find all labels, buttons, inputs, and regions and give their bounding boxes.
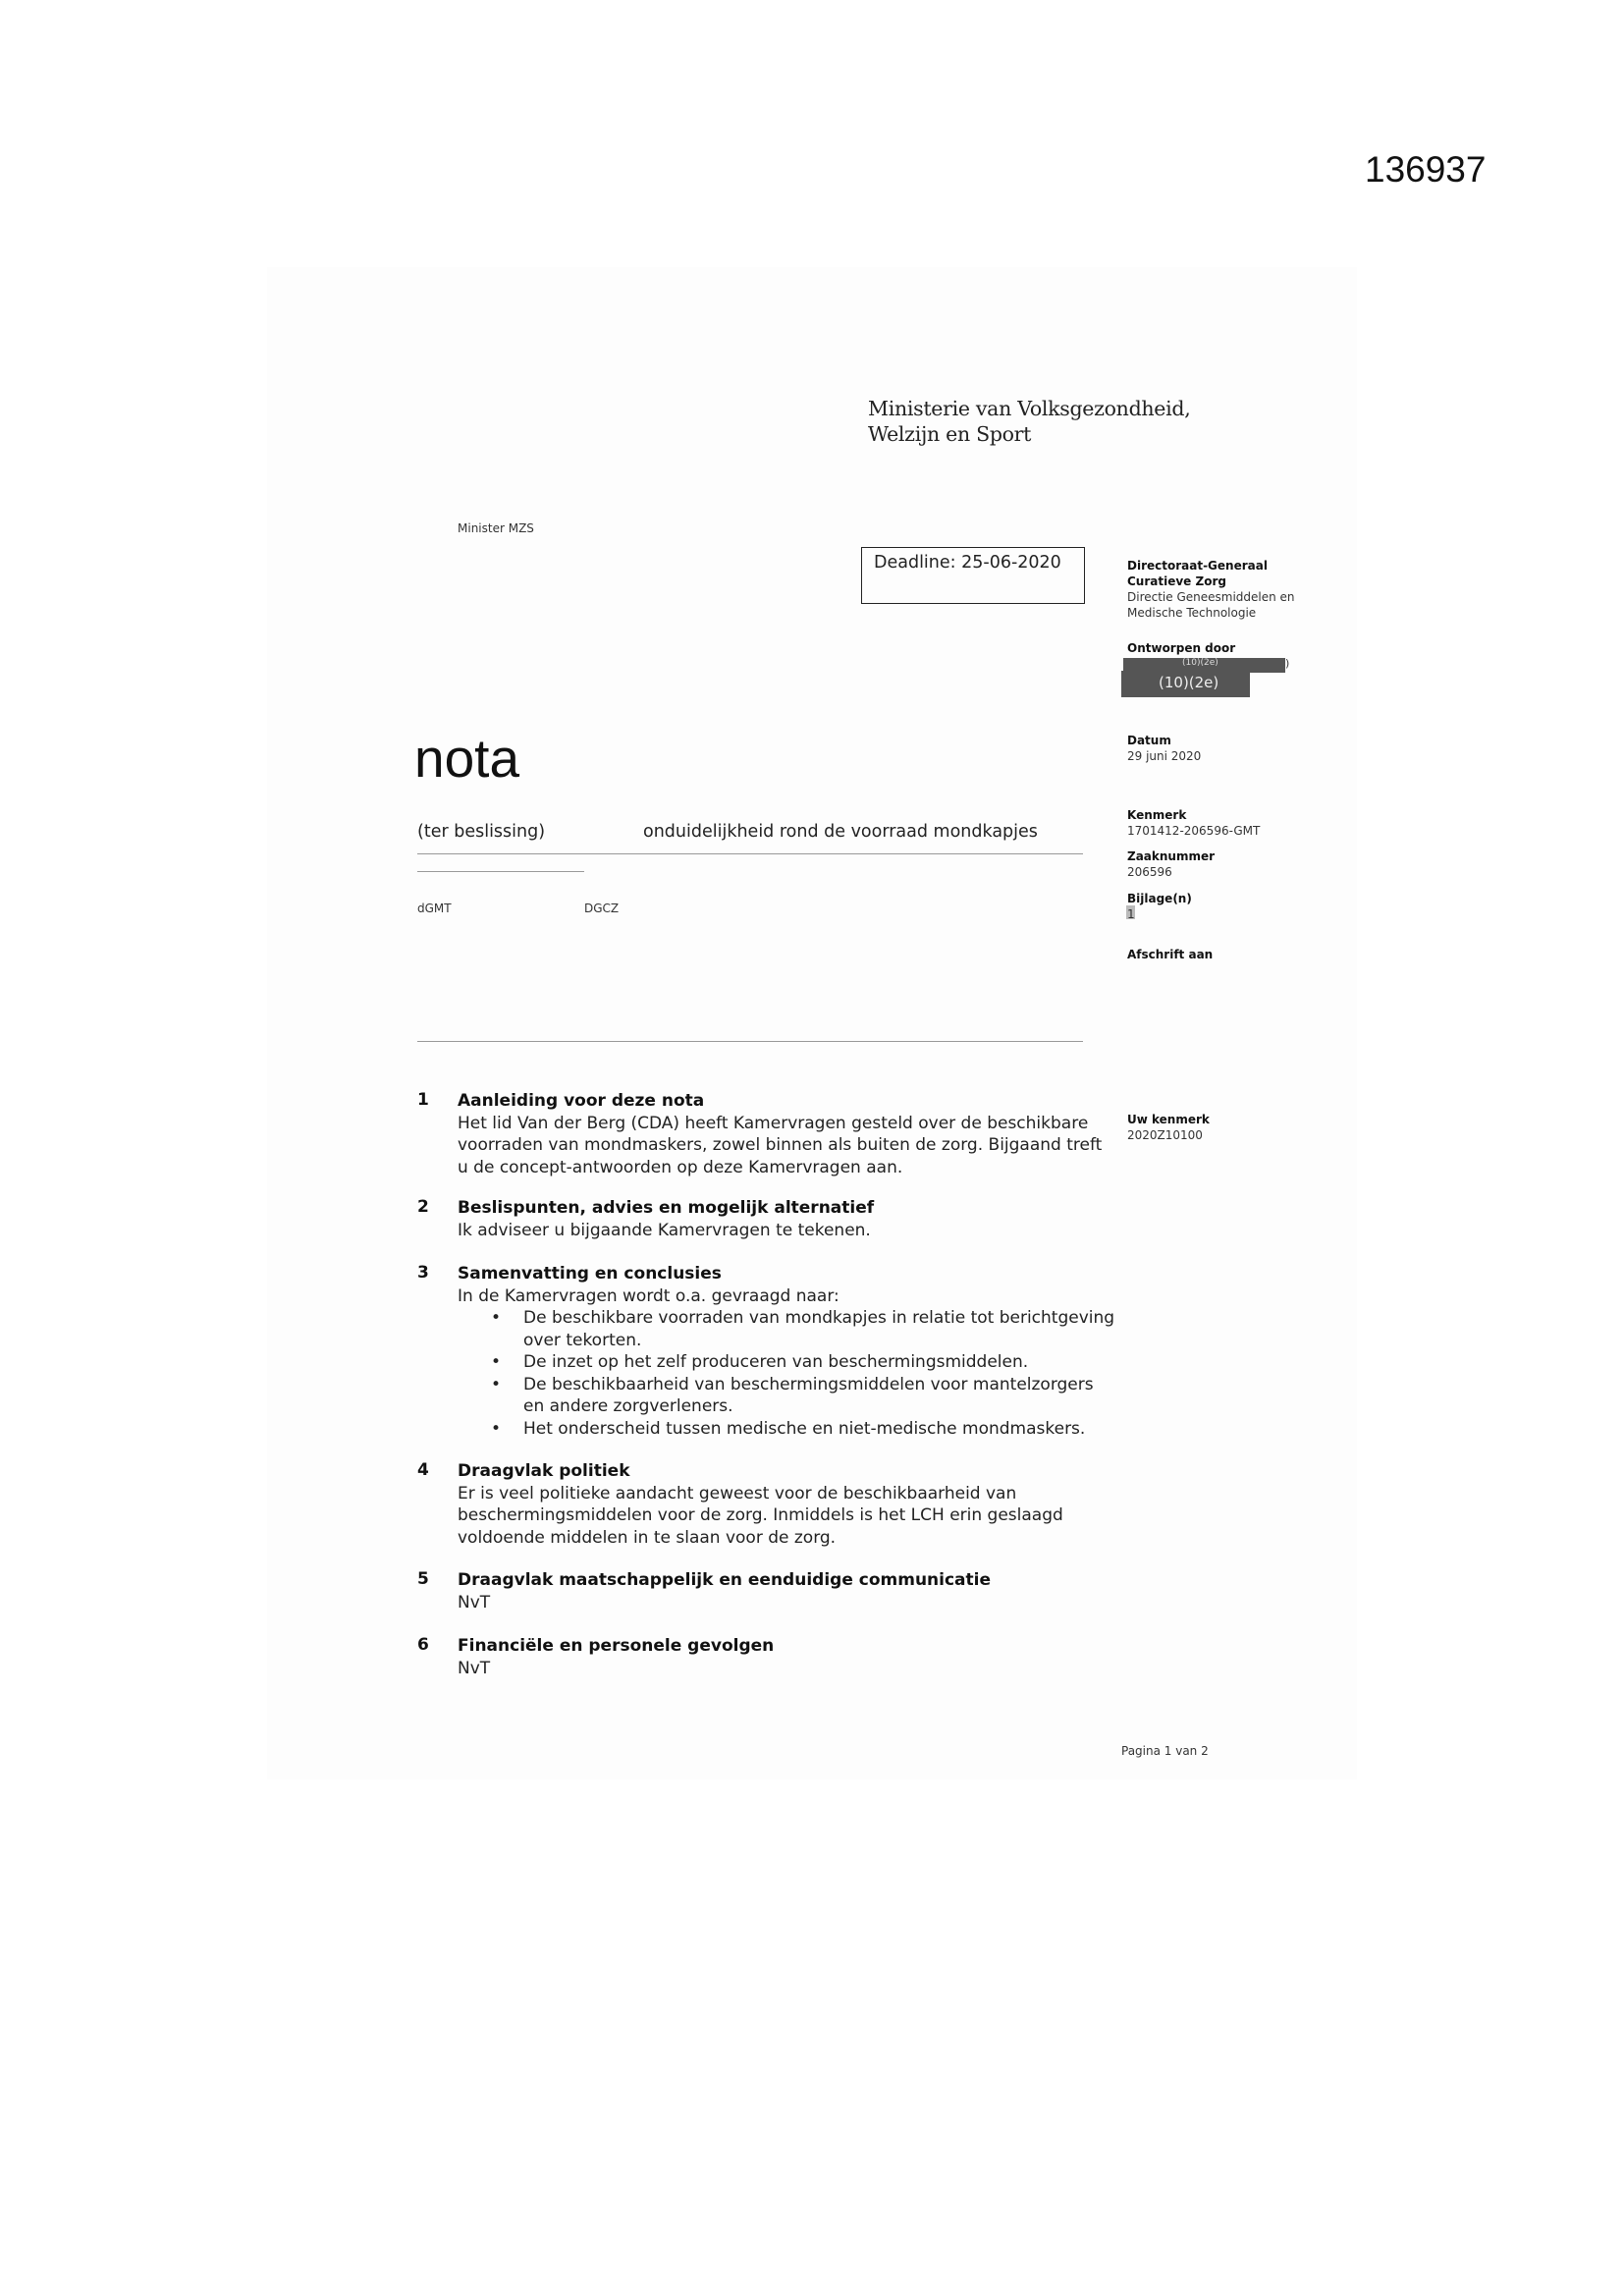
- bullet-1-line-2: over tekorten.: [523, 1330, 642, 1350]
- section-1-heading: Aanleiding voor deze nota: [458, 1091, 705, 1111]
- bullet-item-2: [523, 1351, 1145, 1374]
- directorate-line-2: Curatieve Zorg: [1127, 574, 1226, 588]
- section-5-heading: Draagvlak maatschappelijk en eenduidige communicatie: [458, 1570, 992, 1590]
- section-2-number: 2: [417, 1197, 429, 1217]
- section-5-number: 5: [417, 1569, 429, 1589]
- section-5-line-1: NvT: [458, 1592, 491, 1613]
- afschrift-label: Afschrift aan: [1127, 948, 1214, 961]
- uw-kenmerk-value: 2020Z10100: [1127, 1128, 1203, 1142]
- bullet-1-line-1: • De beschikbare voorraden van mondkapjes in relatie tot berichtgeving: [523, 1308, 1115, 1328]
- section-3-intro: In de Kamervragen wordt o.a. gevraagd naar:: [458, 1285, 839, 1306]
- ontworpen-label: Ontworpen door: [1127, 641, 1236, 655]
- section-4-line-2: beschermingsmiddelen voor de zorg. Inmiddels is het LCH erin geslaagd: [458, 1505, 1063, 1525]
- bullet-3-line-2: en andere zorgverleners.: [523, 1396, 733, 1416]
- sidebar-kenmerk: [1127, 807, 1260, 839]
- section-4-number: 4: [417, 1460, 429, 1480]
- redaction-label-large: (10)(2e): [1159, 674, 1219, 691]
- uw-kenmerk-label: Uw kenmerk: [1127, 1113, 1210, 1126]
- bullet-item-1: [523, 1307, 1145, 1351]
- redaction-label-small: (10)(2e): [1182, 658, 1218, 668]
- section-4-line-3: voldoende middelen in te slaan voor de zorg.: [458, 1527, 837, 1548]
- datum-value: 29 juni 2020: [1127, 749, 1202, 763]
- section-2-line-1: Ik adviseer u bijgaande Kamervragen te tekenen.: [458, 1220, 871, 1240]
- section-3-bullet-list: [458, 1307, 1145, 1440]
- section-3-heading: Samenvatting en conclusies: [458, 1264, 722, 1284]
- recipient: Minister MZS: [458, 521, 534, 535]
- ministry-header: [868, 396, 1190, 447]
- kenmerk-value: 1701412-206596-GMT: [1127, 824, 1261, 838]
- divider-routing: [417, 1041, 1083, 1042]
- sidebar-afschrift: [1127, 947, 1213, 962]
- redaction-paren: ): [1285, 657, 1290, 670]
- bullet-item-4: [523, 1418, 1145, 1441]
- bullet-item-3: [523, 1374, 1145, 1418]
- document-number: 136937: [1365, 149, 1487, 190]
- directie-line-1: Directie Geneesmiddelen en: [1127, 590, 1295, 604]
- subject: onduidelijkheid rond de voorraad mondkapjes: [643, 822, 1038, 842]
- directie-line-2: Medische Technologie: [1127, 606, 1257, 620]
- zaaknummer-label: Zaaknummer: [1127, 849, 1216, 863]
- directorate-line-1: Directoraat-Generaal: [1127, 559, 1268, 573]
- bullet-4-text: • Het onderscheid tussen medische en niet-medische mondmaskers.: [523, 1418, 1086, 1439]
- sidebar-directorate: [1127, 558, 1295, 621]
- sidebar-zaaknummer: [1127, 848, 1215, 880]
- sidebar-ontworpen: [1127, 640, 1235, 656]
- ministry-line-2: Welzijn en Sport: [868, 422, 1032, 446]
- ministry-line-1: Ministerie van Volksgezondheid,: [868, 397, 1191, 420]
- section-6-number: 6: [417, 1635, 429, 1655]
- section-4-heading: Draagvlak politiek: [458, 1461, 630, 1481]
- routing-dgmt: dGMT: [417, 902, 452, 915]
- scanned-page: [267, 267, 1357, 1779]
- bijlage-label: Bijlage(n): [1127, 892, 1192, 905]
- section-1-line-1: Het lid Van der Berg (CDA) heeft Kamervragen gesteld over de beschikbare: [458, 1113, 1089, 1133]
- zaaknummer-value: 206596: [1127, 865, 1172, 879]
- sidebar-bijlage: [1127, 891, 1192, 922]
- bullet-3-line-1: • De beschikbaarheid van beschermingsmiddelen voor mantelzorgers: [523, 1374, 1094, 1394]
- kenmerk-label: Kenmerk: [1127, 808, 1187, 822]
- page-number: Pagina 1 van 2: [1121, 1744, 1209, 1758]
- datum-label: Datum: [1127, 734, 1171, 747]
- document-title: nota: [414, 728, 520, 789]
- sidebar-datum: [1127, 733, 1201, 764]
- divider-subject: [417, 853, 1083, 854]
- bullet-2-text: • De inzet op het zelf produceren van beschermingsmiddelen.: [523, 1352, 1029, 1372]
- section-6-heading: Financiële en personele gevolgen: [458, 1636, 775, 1656]
- section-2-heading: Beslispunten, advies en mogelijk alternatief: [458, 1198, 875, 1218]
- bijlage-value: 1: [1127, 907, 1135, 921]
- section-1-line-2: voorraden van mondmaskers, zowel binnen als buiten de zorg. Bijgaand treft: [458, 1135, 1103, 1155]
- section-4-line-1: Er is veel politieke aandacht geweest voor de beschikbaarheid van: [458, 1483, 1017, 1503]
- divider-short: [417, 871, 584, 872]
- deadline-text: Deadline: 25-06-2020: [874, 553, 1061, 573]
- section-6-line-1: NvT: [458, 1658, 491, 1678]
- section-1-number: 1: [417, 1090, 429, 1110]
- section-3-number: 3: [417, 1263, 429, 1283]
- section-1-line-3: u de concept-antwoorden op deze Kamervragen aan.: [458, 1157, 903, 1177]
- ter-beslissing: (ter beslissing): [417, 822, 546, 842]
- routing-dgcz: DGCZ: [584, 902, 620, 915]
